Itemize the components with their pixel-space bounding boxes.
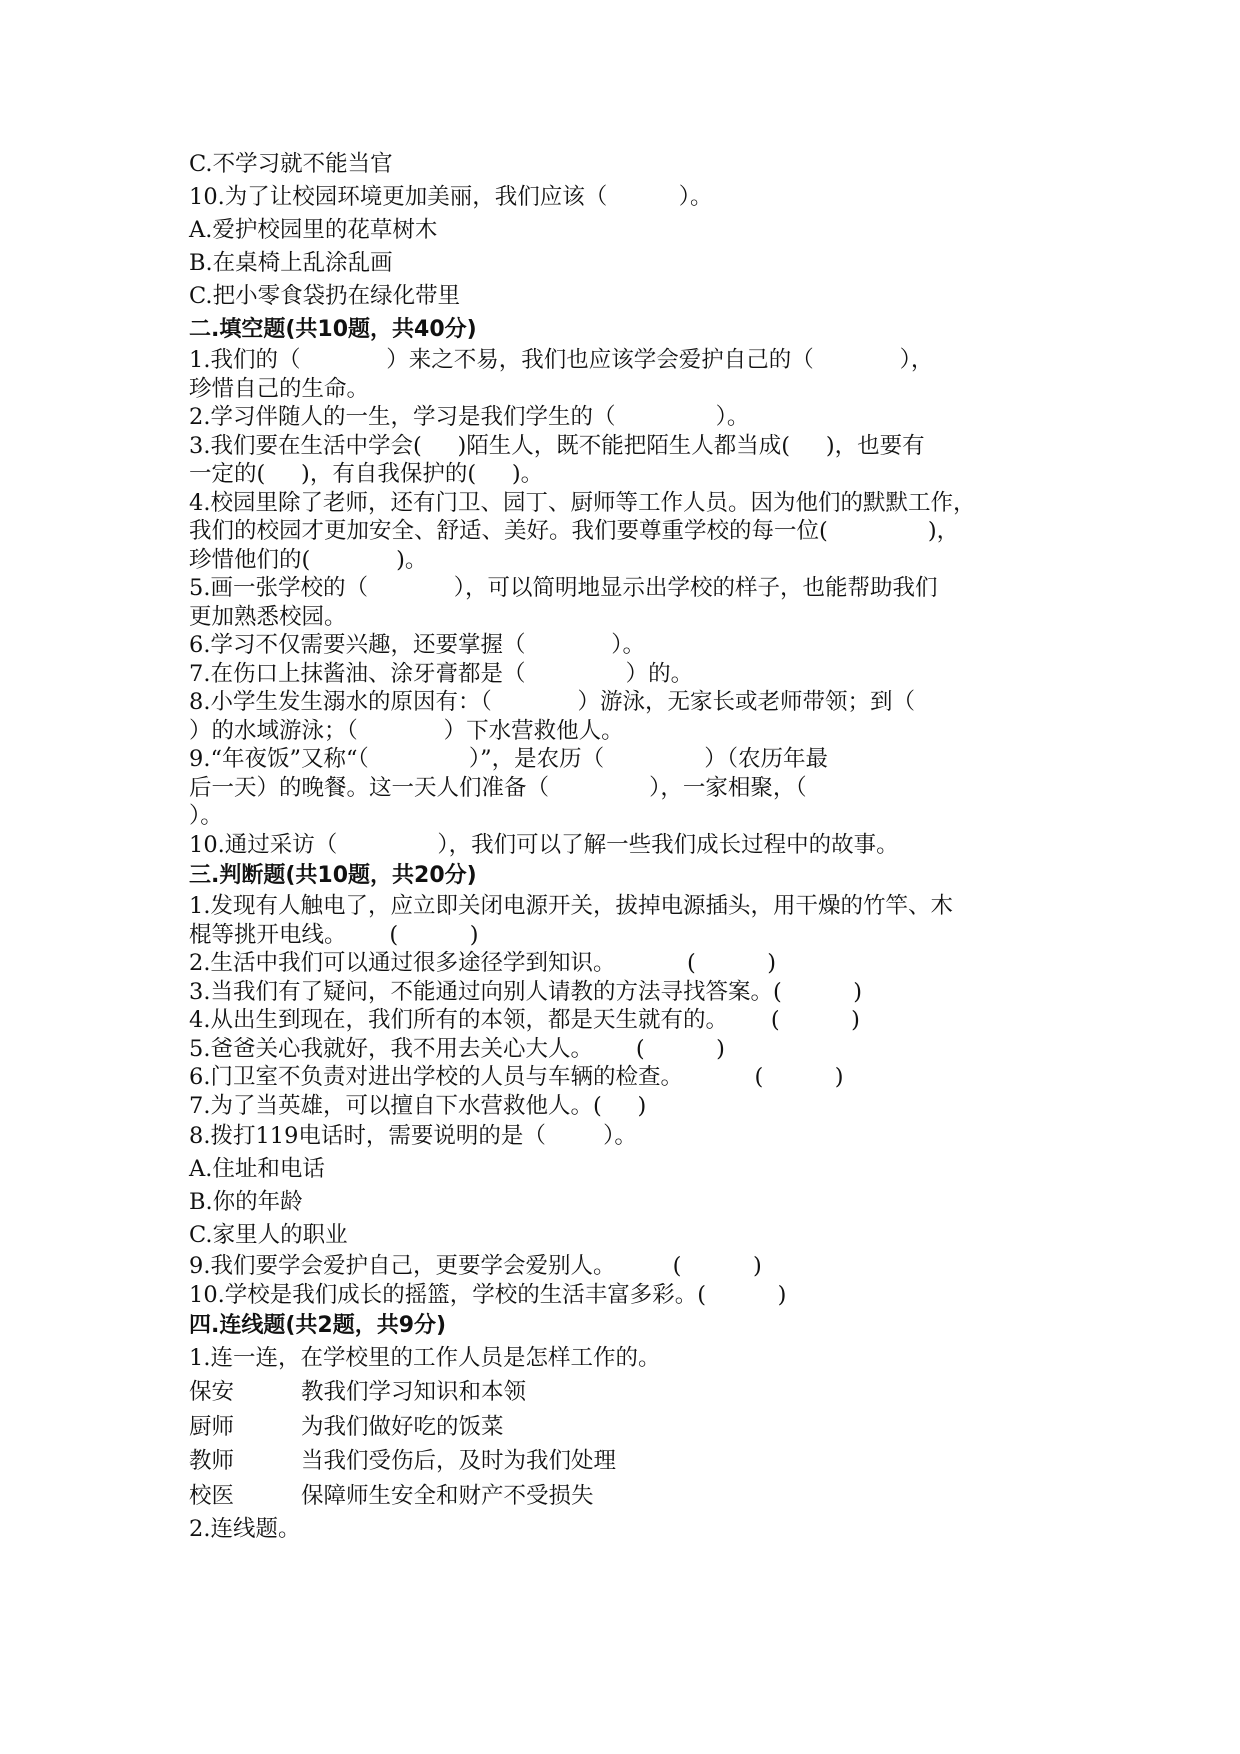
question-line: 更加熟悉校园。 bbox=[189, 603, 347, 630]
section-heading: 二.填空题(共10题，共40分) bbox=[189, 317, 477, 342]
matching-left-item: 厨师 bbox=[189, 1413, 235, 1440]
question-line: 5.爸爸关心我就好，我不用去关心大人。 ( ) bbox=[189, 1035, 725, 1062]
question-line: 2.连线题。 bbox=[189, 1516, 301, 1542]
question-line: ）的水域游泳；（ ）下水营救他人。 bbox=[189, 717, 624, 744]
matching-right-item: 当我们受伤后，及时为我们处理 bbox=[301, 1448, 617, 1474]
matching-row bbox=[189, 1410, 1089, 1445]
question-line: 9.“年夜饭”又称“（ ）”，是农历（ ）（农历年最 bbox=[189, 746, 828, 772]
section-heading: 三.判断题(共10题，共20分) bbox=[189, 863, 477, 888]
question-line: C.把小零食袋扔在绿化带里 bbox=[189, 283, 461, 309]
question-line: 1.我们的（ ）来之不易，我们也应该学会爱护自己的（ ）， bbox=[189, 347, 934, 373]
question-line: 5.画一张学校的（ ），可以简明地显示出学校的样子，也能帮助我们 bbox=[189, 575, 938, 601]
question-line: A.爱护校园里的花草树木 bbox=[189, 217, 438, 243]
question-line: 2.学习伴随人的一生，学习是我们学生的（ ）。 bbox=[189, 404, 750, 430]
question-line: B.你的年龄 bbox=[189, 1189, 303, 1215]
question-line: ）。 bbox=[189, 803, 223, 829]
section-heading: 四.连线题(共2题，共9分) bbox=[189, 1313, 447, 1338]
question-line: 一定的( )，有自我保护的( )。 bbox=[189, 461, 544, 487]
matching-left-item: 校医 bbox=[189, 1482, 235, 1509]
question-line: 10.通过采访（ ），我们可以了解一些我们成长过程中的故事。 bbox=[189, 831, 899, 858]
question-line: 3.当我们有了疑问，不能通过向别人请教的方法寻找答案。( ) bbox=[189, 978, 863, 1005]
question-line: 4.从出生到现在，我们所有的本领，都是天生就有的。 ( ) bbox=[189, 1007, 860, 1033]
matching-right-item: 保障师生安全和财产不受损失 bbox=[301, 1482, 594, 1509]
question-line: 我们的校园才更加安全、舒适、美好。我们要尊重学校的每一位( )， bbox=[189, 518, 960, 544]
question-line: C.不学习就不能当官 bbox=[189, 151, 393, 177]
question-line: 4.校园里除了老师，还有门卫、园丁、厨师等工作人员。因为他们的默默工作， bbox=[189, 489, 976, 516]
question-line: 珍惜自己的生命。 bbox=[189, 375, 370, 402]
question-line: B.在桌椅上乱涂乱画 bbox=[189, 250, 393, 276]
matching-table bbox=[189, 1375, 1089, 1513]
exam-content bbox=[189, 148, 1089, 1546]
question-line: 10.为了让校园环境更加美丽，我们应该（ ）。 bbox=[189, 184, 713, 210]
question-line: 1.发现有人触电了，应立即关闭电源开关，拔掉电源插头，用干燥的竹竿、木 bbox=[189, 893, 953, 919]
question-line: C.家里人的职业 bbox=[189, 1222, 348, 1248]
matching-row bbox=[189, 1479, 1089, 1514]
question-line: 6.门卫室不负责对进出学校的人员与车辆的检查。 ( ) bbox=[189, 1064, 844, 1090]
matching-left-item: 保安 bbox=[189, 1379, 235, 1405]
matching-row bbox=[189, 1375, 1089, 1410]
matching-left-item: 教师 bbox=[189, 1448, 235, 1474]
question-line: 6.学习不仅需要兴趣，还要掌握（ ）。 bbox=[189, 632, 646, 658]
question-line: 10.学校是我们成长的摇篮，学校的生活丰富多彩。( ) bbox=[189, 1281, 787, 1308]
question-line: 珍惜他们的( )。 bbox=[189, 546, 428, 573]
matching-right-item: 为我们做好吃的饭菜 bbox=[301, 1413, 504, 1440]
question-line: 1.连一连，在学校里的工作人员是怎样工作的。 bbox=[189, 1345, 661, 1371]
question-line: 8.小学生发生溺水的原因有：（ ）游泳，无家长或老师带领；到（ bbox=[189, 689, 916, 715]
question-line: 8.拨打119电话时，需要说明的是（ ）。 bbox=[189, 1123, 637, 1149]
question-line: A.住址和电话 bbox=[189, 1156, 325, 1182]
question-line: 后一天）的晚餐。这一天人们准备（ ），一家相聚，（ bbox=[189, 774, 807, 801]
matching-right-item: 教我们学习知识和本领 bbox=[301, 1379, 527, 1405]
question-line: 2.生活中我们可以通过很多途径学到知识。 ( ) bbox=[189, 950, 777, 976]
question-line: 3.我们要在生活中学会( )陌生人，既不能把陌生人都当成( )，也要有 bbox=[189, 432, 925, 459]
question-lines bbox=[189, 148, 1089, 1375]
matching-row bbox=[189, 1444, 1089, 1479]
question-line: 9.我们要学会爱护自己，更要学会爱别人。 ( ) bbox=[189, 1253, 762, 1279]
question-line: 7.为了当英雄，可以擅自下水营救他人。( ) bbox=[189, 1092, 647, 1119]
question-line: 棍等挑开电线。 ( ) bbox=[189, 921, 479, 948]
question-line: 7.在伤口上抹酱油、涂牙膏都是（ ）的。 bbox=[189, 660, 694, 687]
